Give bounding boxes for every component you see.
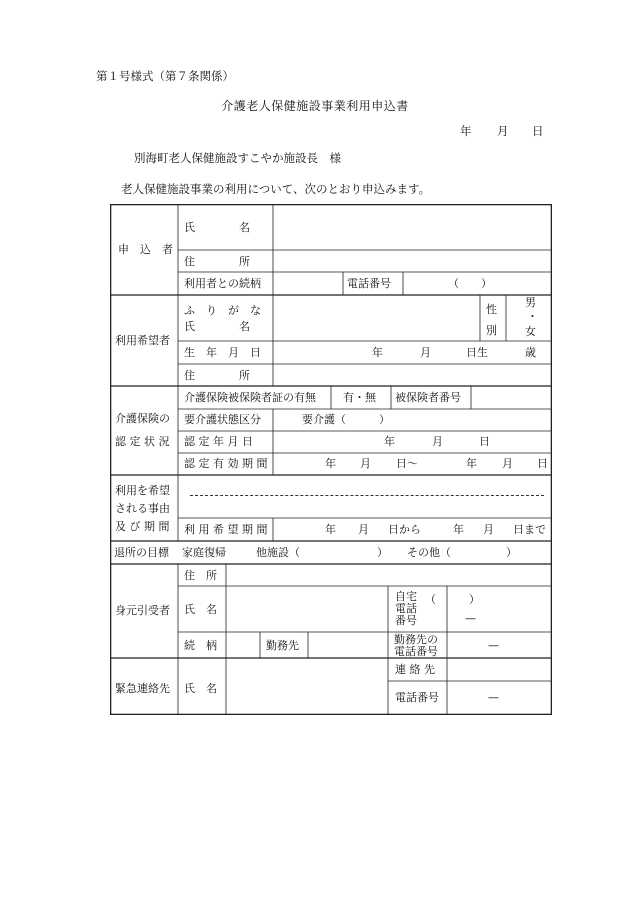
- discharge-home: 家庭復帰: [182, 546, 226, 559]
- care-valid-day-1: 日〜: [396, 457, 418, 470]
- care-card-value: 有・無: [343, 391, 376, 404]
- reason-dashed-line: [190, 495, 544, 496]
- user-gender-label-2: 別: [486, 324, 497, 337]
- care-section-label-1: 介護保険の: [115, 412, 170, 425]
- user-gender-dot: ・: [527, 310, 538, 323]
- emergency-phone-dash: —: [488, 691, 499, 704]
- reason-period-day-2: 日まで: [513, 523, 546, 536]
- form-number: 第１号様式（第７条関係）: [96, 69, 234, 83]
- guarantor-section-label: 身元引受者: [115, 604, 170, 617]
- user-gender-female: 女: [525, 325, 536, 338]
- date-month-label: 月: [497, 124, 509, 138]
- discharge-other: その他（ ）: [407, 546, 517, 559]
- discharge-label: 退所の目標: [114, 546, 169, 559]
- emergency-contact-label: 連 絡 先: [395, 663, 435, 676]
- reason-section-label-1: 利用を希望: [115, 484, 170, 497]
- user-gender-label-1: 性: [486, 303, 497, 316]
- date-year-label: 年: [460, 124, 472, 138]
- reason-period-label: 利 用 希 望 期 間: [184, 523, 268, 536]
- guarantor-home-phone-label-3: 番号: [395, 614, 417, 627]
- reason-section-label-2: される事由: [115, 502, 170, 515]
- guarantor-workplace-label: 勤務先: [266, 639, 299, 652]
- guarantor-home-phone-paren: （ ）: [425, 593, 480, 606]
- applicant-address-label: 住 所: [184, 255, 250, 268]
- page-title: 介護老人保健施設事業利用申込書: [221, 99, 409, 113]
- applicant-phone-paren: （ ）: [448, 277, 492, 290]
- user-gender-male: 男: [525, 296, 536, 309]
- care-cert-day: 日: [479, 435, 490, 448]
- emergency-name-label: 氏 名: [184, 682, 217, 695]
- guarantor-work-phone-label-1: 勤務先の: [394, 633, 438, 646]
- reason-section-label-3: 及 び 期 間: [115, 520, 170, 533]
- user-section-label: 利用希望者: [115, 334, 170, 347]
- applicant-name-label: 氏 名: [184, 221, 250, 234]
- reason-period-year-2: 年: [453, 523, 464, 536]
- care-cert-year: 年: [384, 435, 395, 448]
- care-valid-year-2: 年: [466, 457, 477, 470]
- intro-text: 老人保健施設事業の利用について、次のとおり申込みます。: [121, 182, 431, 196]
- reason-period-day-1: 日から: [388, 523, 421, 536]
- user-birth-label: 生 年 月 日: [184, 346, 261, 359]
- applicant-relation-label: 利用者との続柄: [184, 277, 261, 290]
- care-valid-year-1: 年: [325, 457, 336, 470]
- care-cert-month: 月: [432, 435, 443, 448]
- user-birth-age: 歳: [525, 346, 536, 359]
- care-insured-number-label: 被保険者番号: [395, 391, 461, 404]
- guarantor-home-phone-label-2: 電話: [395, 602, 417, 615]
- emergency-phone-label: 電話番号: [395, 691, 439, 704]
- care-card-label: 介護保険被保険者証の有無: [184, 391, 316, 404]
- guarantor-home-phone-dash: —: [465, 612, 476, 625]
- user-birth-month: 月: [420, 346, 431, 359]
- care-valid-month-1: 月: [360, 457, 371, 470]
- user-birth-day: 日生: [466, 346, 488, 359]
- care-valid-day-2: 日: [537, 457, 548, 470]
- date-day-label: 日: [532, 124, 544, 138]
- reason-period-year-1: 年: [325, 523, 336, 536]
- guarantor-name-label: 氏 名: [184, 603, 217, 616]
- guarantor-address-label: 住 所: [184, 569, 217, 582]
- addressee: 別海町老人保健施設すこやか施設長 様: [134, 151, 341, 165]
- guarantor-relation-label: 続 柄: [184, 639, 217, 652]
- guarantor-home-phone-label-1: 自宅: [395, 590, 417, 603]
- applicant-phone-label: 電話番号: [347, 277, 391, 290]
- applicant-section-label: 申 込 者: [118, 243, 173, 256]
- user-birth-year: 年: [372, 346, 383, 359]
- reason-period-month-1: 月: [358, 523, 369, 536]
- discharge-facility: 他施設（ ）: [256, 546, 388, 559]
- emergency-section-label: 緊急連絡先: [115, 682, 170, 695]
- care-valid-month-2: 月: [502, 457, 513, 470]
- care-category-value: 要介護（ ）: [302, 413, 390, 426]
- care-cert-date-label: 認 定 年 月 日: [184, 435, 253, 448]
- guarantor-work-phone-dash: —: [488, 639, 499, 652]
- application-form-table: [110, 204, 552, 715]
- care-valid-period-label: 認 定 有 効 期 間: [184, 457, 268, 470]
- user-furigana-label: ふ り が な: [184, 304, 261, 317]
- reason-period-month-2: 月: [483, 523, 494, 536]
- care-section-label-2: 認 定 状 況: [115, 435, 170, 448]
- user-address-label: 住 所: [184, 369, 250, 382]
- guarantor-work-phone-label-2: 電話番号: [394, 645, 438, 658]
- user-name-label: 氏 名: [184, 320, 250, 333]
- care-category-label: 要介護状態区分: [184, 413, 261, 426]
